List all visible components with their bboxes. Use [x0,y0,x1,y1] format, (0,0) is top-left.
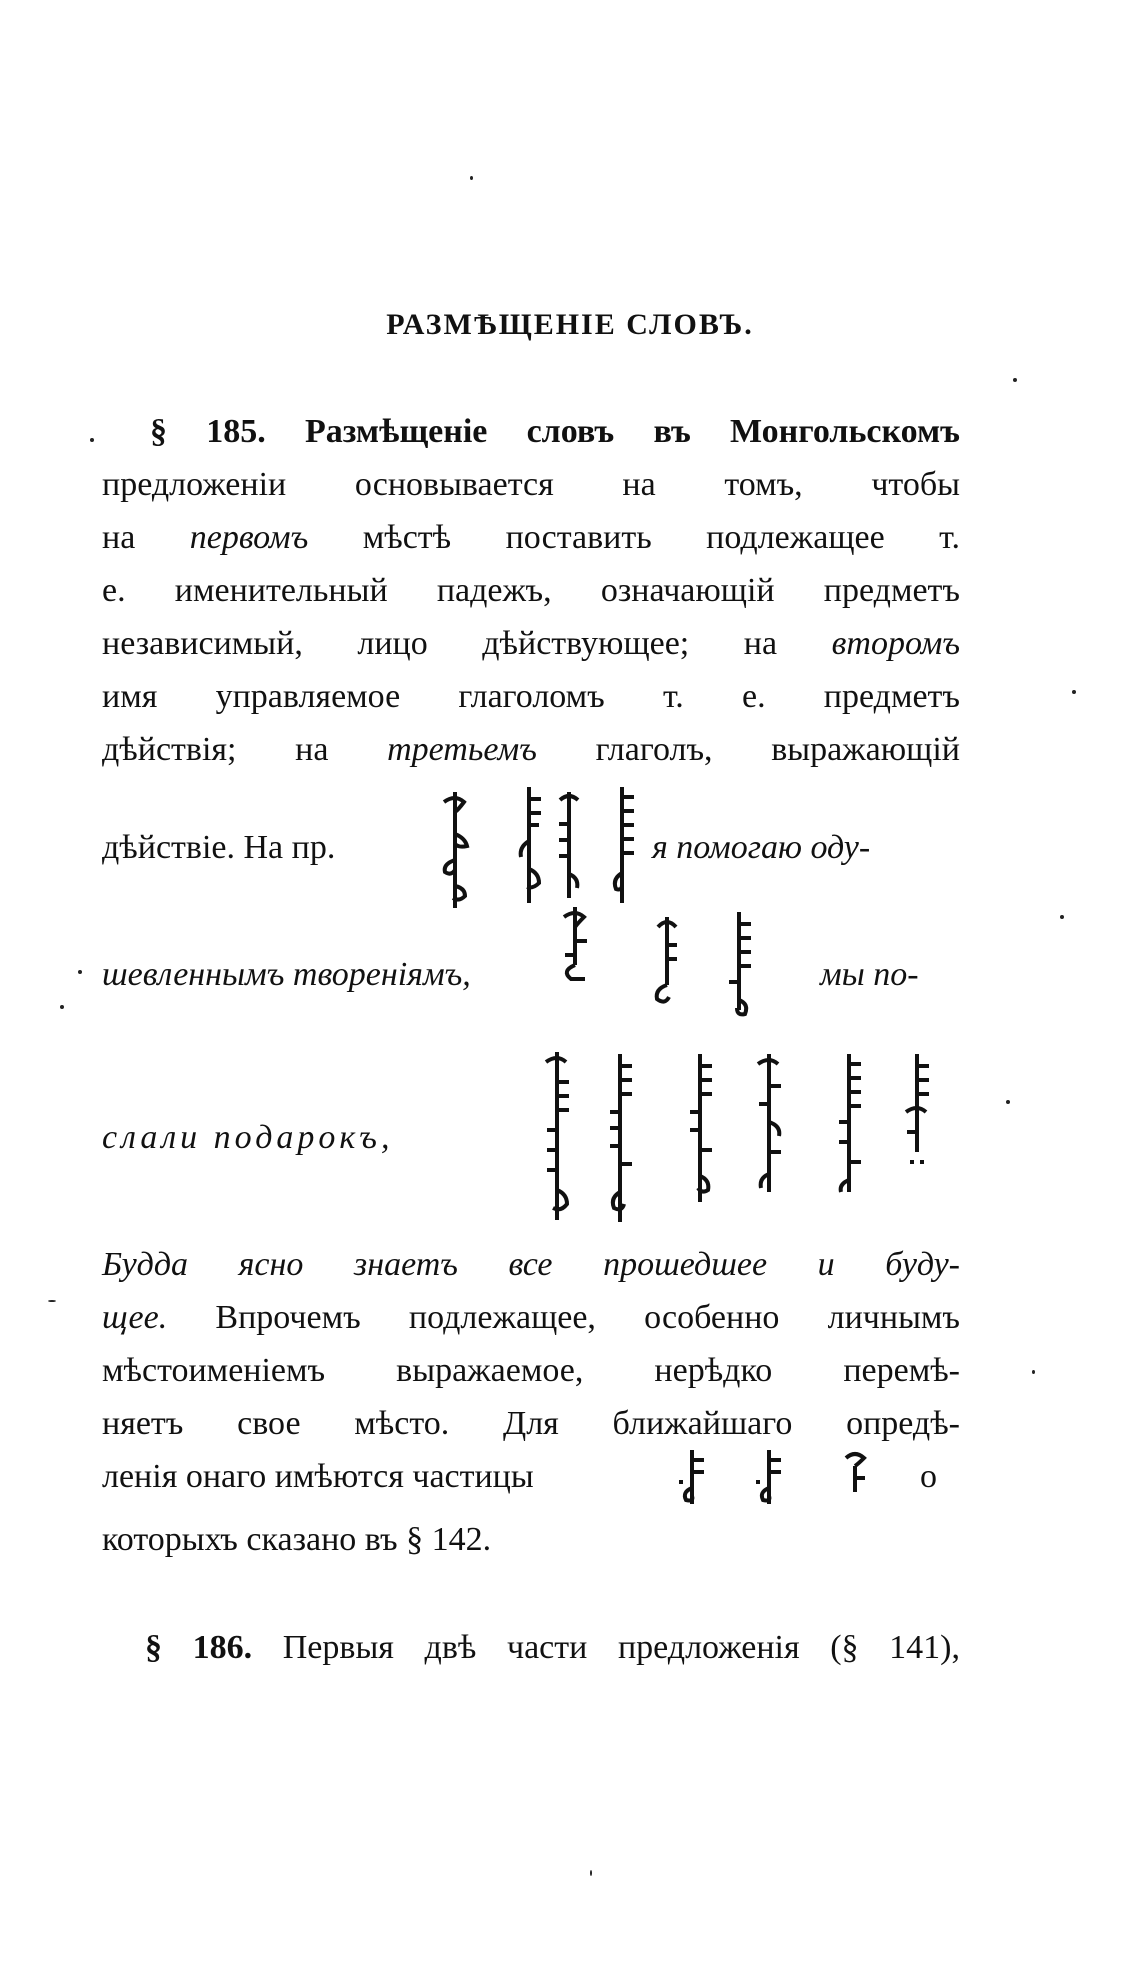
speck [48,1300,56,1302]
mongolian-word-7 [722,910,756,1020]
s185-line-10: слали подарокъ, [102,1119,394,1156]
s185-line-12-b: Впрочемъ подлежащее, особенно личнымъ [215,1299,961,1336]
mongolian-word-10 [683,1052,717,1212]
speck [590,1870,592,1876]
s185-line-6: имя управляемое глаголомъ т. е. предметъ [102,678,960,715]
speck [1013,378,1017,382]
s185-line-7-a: дѣйствія; на [102,731,329,768]
s185-line-2: предложеніи основывается на томъ, чтобы [102,466,960,503]
mongolian-word-2 [512,785,546,905]
s185-line-8-a: дѣйствіе. На пр. [102,829,336,866]
s185-line-15-a: ленія онаго имѣются частицы [102,1458,534,1495]
mongolian-word-9 [603,1052,637,1232]
mongolian-particle-1 [675,1448,709,1508]
s185-line-7 [102,730,960,770]
mongolian-word-6 [650,915,684,1015]
speck [90,438,94,442]
mongolian-word-12 [832,1052,866,1202]
s185-number: § 185. [150,413,266,450]
speck [60,1005,64,1009]
speck [1006,1100,1010,1104]
mongolian-word-8 [540,1050,574,1230]
speck [1072,690,1076,694]
mongolian-word-5 [558,905,592,995]
s186-line-1 [145,1628,960,1668]
s185-line-1-text: Размѣщеніе словъ въ Монгольскомъ [304,413,961,450]
s185-line-15-b: о [920,1458,937,1495]
s185-line-3-italic: первомъ [189,519,309,556]
speck [1060,915,1064,919]
s185-line-8-italic: я помогаю оду- [652,829,871,866]
s185-line-1 [150,412,960,452]
s185-line-4: е. именительный падежъ, означающій предметъ [102,572,960,609]
s185-line-14: няетъ свое мѣсто. Для ближайшаго опредѣ- [102,1405,960,1442]
s185-line-5-italic: второмъ [831,625,960,662]
s185-line-3-a: на [102,519,136,556]
s185-line-3-c: мѣстѣ поставить подлежащее т. [362,519,960,556]
s185-line-9-b: мы по- [820,956,919,993]
s186-number: § 186. [145,1629,253,1666]
s185-line-12-italic: щее. [102,1299,168,1336]
mongolian-particle-3 [838,1448,872,1498]
mongolian-word-11 [752,1052,786,1202]
s185-line-7-italic: третьемъ [387,731,537,768]
s186-line-1-text: Первыя двѣ части предложенія (§ 141), [282,1629,960,1666]
s185-line-16: которыхъ сказано въ § 142. [102,1521,492,1558]
s185-line-5-a: независимый, лицо дѣйствующее; на [102,625,778,662]
mongolian-word-13 [900,1052,934,1172]
s185-line-13: мѣстоименіемъ выражаемое, нерѣдко перемѣ- [102,1352,960,1389]
speck [470,176,473,180]
s185-line-12 [102,1298,960,1338]
mongolian-word-3 [552,790,586,900]
s185-line-3 [102,518,960,558]
speck [1032,1370,1035,1374]
s185-line-11: Будда ясно знаетъ все прошедшее и буду- [102,1246,960,1283]
mongolian-particle-2 [752,1448,786,1508]
s185-line-7-c: глаголъ, выражающій [595,731,960,768]
s185-line-5 [102,624,960,664]
section-heading: РАЗМѢЩЕНІЕ СЛОВЪ. [386,308,754,341]
s185-line-9-italic: шевленнымъ твореніямъ, [102,956,471,993]
mongolian-word-1 [438,790,472,910]
speck [78,970,82,974]
mongolian-word-4 [605,785,639,905]
